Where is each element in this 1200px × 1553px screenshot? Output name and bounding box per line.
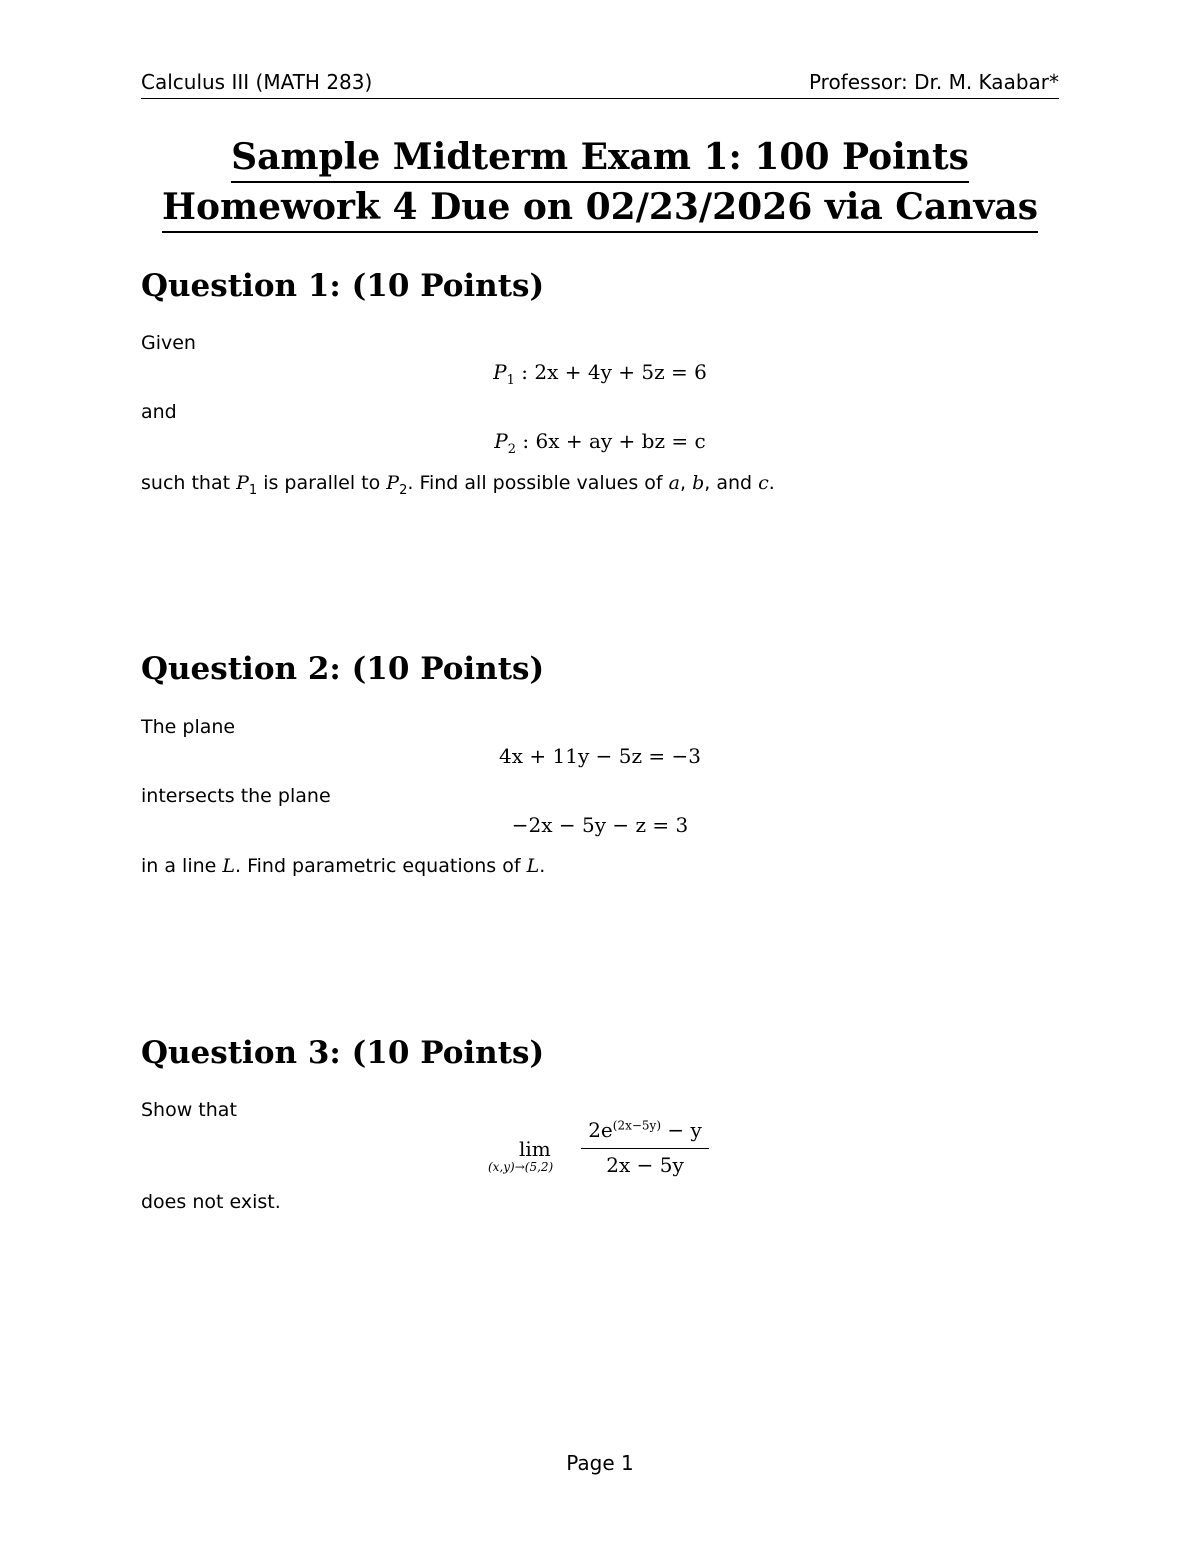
q2-closing-c: . xyxy=(539,855,546,877)
q1-closing-p1-sub: 1 xyxy=(248,482,258,498)
question-2-equation-1 xyxy=(0,744,1200,768)
course-title: Calculus III (MATH 283) xyxy=(141,70,373,94)
fraction-denominator: 2x − 5y xyxy=(606,1153,684,1177)
p2-sub: 2 xyxy=(507,442,517,457)
q1-closing-a: such that xyxy=(141,472,237,494)
question-3-intro: Show that xyxy=(141,1099,237,1121)
p1-label: P xyxy=(493,360,507,384)
q1-var-b: b xyxy=(692,472,705,494)
professor-name: Professor: Dr. M. Kaabar* xyxy=(808,70,1059,94)
question-1-given: Given xyxy=(141,332,196,354)
question-1-equation-p2 xyxy=(0,429,1200,457)
question-2-intro: The plane xyxy=(141,716,236,738)
question-2-middle: intersects the plane xyxy=(141,785,331,807)
p2-label: P xyxy=(494,429,508,453)
page-number: Page 1 xyxy=(566,1451,634,1475)
fraction-bar xyxy=(581,1148,709,1149)
question-1-and: and xyxy=(141,401,177,423)
q2-closing-a: in a line xyxy=(141,855,223,877)
q1-and-word: , and xyxy=(704,472,759,494)
homework-title-text: Homework 4 Due on 02/23/2026 via Canvas xyxy=(162,188,1038,233)
lim-subscript: (x,y)→(5,2) xyxy=(488,1160,554,1174)
limit-expression xyxy=(486,1118,726,1188)
q1-closing-p2: P xyxy=(386,472,400,494)
q1-comma: , xyxy=(680,472,693,494)
question-3-heading: Question 3: (10 Points) xyxy=(141,1035,545,1071)
q2-line-var-2: L xyxy=(526,855,540,877)
p1-rhs: : 2x + 4y + 5z = 6 xyxy=(521,360,707,384)
q2-closing-b: . Find parametric equations of xyxy=(235,855,527,877)
page-header xyxy=(141,68,1059,99)
q1-period: . xyxy=(768,472,775,494)
question-3-closing: does not exist. xyxy=(141,1191,281,1213)
q2-eq1-text: 4x + 11y − 5z = −3 xyxy=(499,744,701,768)
num-tail: − y xyxy=(661,1118,702,1142)
p1-sub: 1 xyxy=(506,373,515,388)
limit-fraction xyxy=(581,1118,709,1177)
exam-title-text: Sample Midterm Exam 1: 100 Points xyxy=(231,138,969,183)
lim-word: lim xyxy=(519,1137,551,1161)
num-exponent: (2x−5y) xyxy=(612,1118,661,1133)
p2-rhs: : 6x + ay + bz = c xyxy=(522,429,706,453)
homework-title xyxy=(0,186,1200,233)
q1-var-a: a xyxy=(668,472,680,494)
question-2-equation-2 xyxy=(0,813,1200,837)
question-2-closing xyxy=(141,855,545,877)
question-2-heading: Question 2: (10 Points) xyxy=(141,651,545,687)
fraction-numerator xyxy=(581,1118,709,1146)
question-1-closing xyxy=(141,472,775,498)
exam-title xyxy=(0,136,1200,183)
q2-line-var-1: L xyxy=(222,855,235,877)
q1-closing-c: . Find all possible values of xyxy=(407,472,669,494)
question-1-equation-p1 xyxy=(0,360,1200,388)
q1-var-c: c xyxy=(758,472,769,494)
q1-closing-b: is parallel to xyxy=(257,472,387,494)
question-1-heading: Question 1: (10 Points) xyxy=(141,268,545,304)
q1-closing-p1: P xyxy=(236,472,249,494)
q1-closing-p2-sub: 2 xyxy=(399,482,408,498)
num-base: 2e xyxy=(588,1118,613,1142)
q2-eq2-text: −2x − 5y − z = 3 xyxy=(511,813,689,837)
